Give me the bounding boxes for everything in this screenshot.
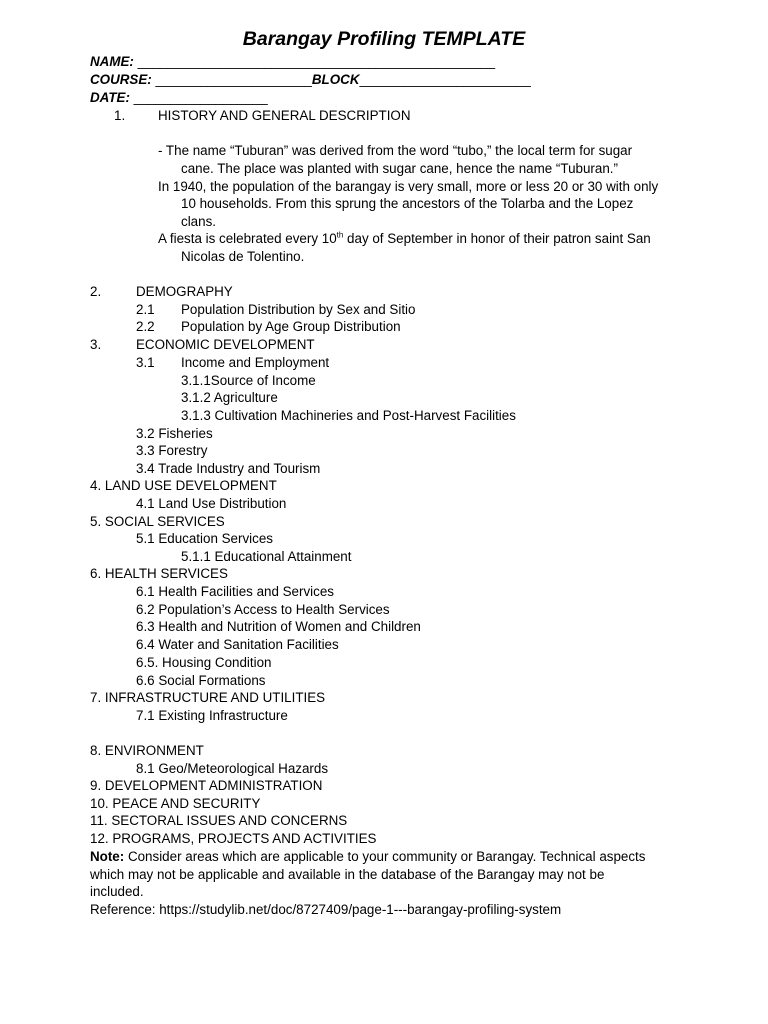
course-blank-line: _____________________	[155, 72, 312, 87]
history-paragraph-1-line-2: cane. The place was planted with sugar cane, hence the name “Tuburan.”	[181, 161, 618, 176]
reference-line: Reference: https://studylib.net/doc/8727409/page-1---barangay-profiling-system	[90, 902, 562, 917]
item-2-1: Population Distribution by Sex and Sitio	[181, 302, 416, 317]
course-block-field	[90, 72, 531, 87]
name-label: NAME:	[90, 54, 134, 69]
item-3-1-2: 3.1.2 Agriculture	[181, 390, 278, 405]
section-3-heading: ECONOMIC DEVELOPMENT	[136, 337, 315, 352]
item-4-1: 4.1 Land Use Distribution	[136, 496, 287, 511]
section-1-heading: HISTORY AND GENERAL DESCRIPTION	[158, 108, 411, 123]
item-3-4: 3.4 Trade Industry and Tourism	[136, 461, 321, 476]
fiesta-text-post: day of September in honor of their patron saint San	[343, 231, 651, 246]
fiesta-text-pre: A fiesta is celebrated every 10	[158, 231, 337, 246]
section-5-heading: 5. SOCIAL SERVICES	[90, 514, 225, 529]
item-3-1-1: 3.1.1Source of Income	[181, 373, 316, 388]
item-6-2: 6.2 Population’s Access to Health Services	[136, 602, 390, 617]
item-3-1-3: 3.1.3 Cultivation Machineries and Post-Harvest Facilities	[181, 408, 516, 423]
section-12-heading: 12. PROGRAMS, PROJECTS AND ACTIVITIES	[90, 831, 377, 846]
note-line-3: included.	[90, 884, 144, 899]
item-3-1: Income and Employment	[181, 355, 330, 370]
section-2-heading: DEMOGRAPHY	[136, 284, 233, 299]
document-title: Barangay Profiling TEMPLATE	[242, 28, 526, 50]
section-3-number: 3.	[90, 337, 102, 352]
item-6-6: 6.6 Social Formations	[136, 673, 266, 688]
item-2-2: Population by Age Group Distribution	[181, 319, 401, 334]
section-10-heading: 10. PEACE AND SECURITY	[90, 796, 261, 811]
note-label: Note:	[90, 849, 125, 864]
item-5-1: 5.1 Education Services	[136, 531, 273, 546]
date-label: DATE:	[90, 90, 130, 105]
section-11-heading: 11. SECTORAL ISSUES AND CONCERNS	[90, 813, 348, 828]
name-blank-line: ________________________________________________	[137, 54, 496, 69]
note-line-2: which may not be applicable and available in the database of the Barangay may not be	[90, 867, 605, 882]
item-3-2: 3.2 Fisheries	[136, 426, 213, 441]
section-1-number: 1.	[114, 108, 126, 123]
block-label: BLOCK	[311, 72, 360, 87]
item-6-1: 6.1 Health Facilities and Services	[136, 584, 334, 599]
date-field	[90, 90, 268, 105]
history-paragraph-3-line-2: Nicolas de Tolentino.	[181, 249, 305, 264]
history-paragraph-1-line-1: - The name “Tuburan” was derived from the word “tubo,” the local term for sugar	[158, 143, 633, 158]
item-5-1-1: 5.1.1 Educational Attainment	[181, 549, 352, 564]
item-2-2-number: 2.2	[136, 319, 155, 334]
item-6-4: 6.4 Water and Sanitation Facilities	[136, 637, 339, 652]
name-field	[90, 54, 495, 69]
note-line-1	[90, 849, 645, 864]
item-6-5: 6.5. Housing Condition	[136, 655, 272, 670]
section-8-heading: 8. ENVIRONMENT	[90, 743, 204, 758]
history-paragraph-2-line-1: In 1940, the population of the barangay is very small, more or less 20 or 30 with only	[158, 179, 659, 194]
note-text-1: Consider areas which are applicable to your community or Barangay. Technical aspects	[124, 849, 646, 864]
section-7-heading: 7. INFRASTRUCTURE AND UTILITIES	[90, 690, 326, 705]
section-4-heading: 4. LAND USE DEVELOPMENT	[90, 478, 277, 493]
section-9-heading: 9. DEVELOPMENT ADMINISTRATION	[90, 778, 323, 793]
block-blank-line: _______________________	[359, 72, 531, 87]
item-8-1: 8.1 Geo/Meteorological Hazards	[136, 761, 329, 776]
item-3-1-number: 3.1	[136, 355, 155, 370]
section-2-number: 2.	[90, 284, 102, 299]
history-paragraph-2-line-2: 10 households. From this sprung the ancestors of the Tolarba and the Lopez	[181, 196, 634, 211]
section-6-heading: 6. HEALTH SERVICES	[90, 566, 228, 581]
item-2-1-number: 2.1	[136, 302, 155, 317]
history-paragraph-2-line-3: clans.	[181, 214, 216, 229]
item-3-3: 3.3 Forestry	[136, 443, 208, 458]
ordinal-superscript: th	[336, 230, 344, 240]
history-paragraph-3-line-1	[158, 231, 651, 246]
item-7-1: 7.1 Existing Infrastructure	[136, 708, 288, 723]
date-blank-line: __________________	[133, 90, 268, 105]
course-label: COURSE:	[90, 72, 152, 87]
item-6-3: 6.3 Health and Nutrition of Women and Children	[136, 619, 421, 634]
